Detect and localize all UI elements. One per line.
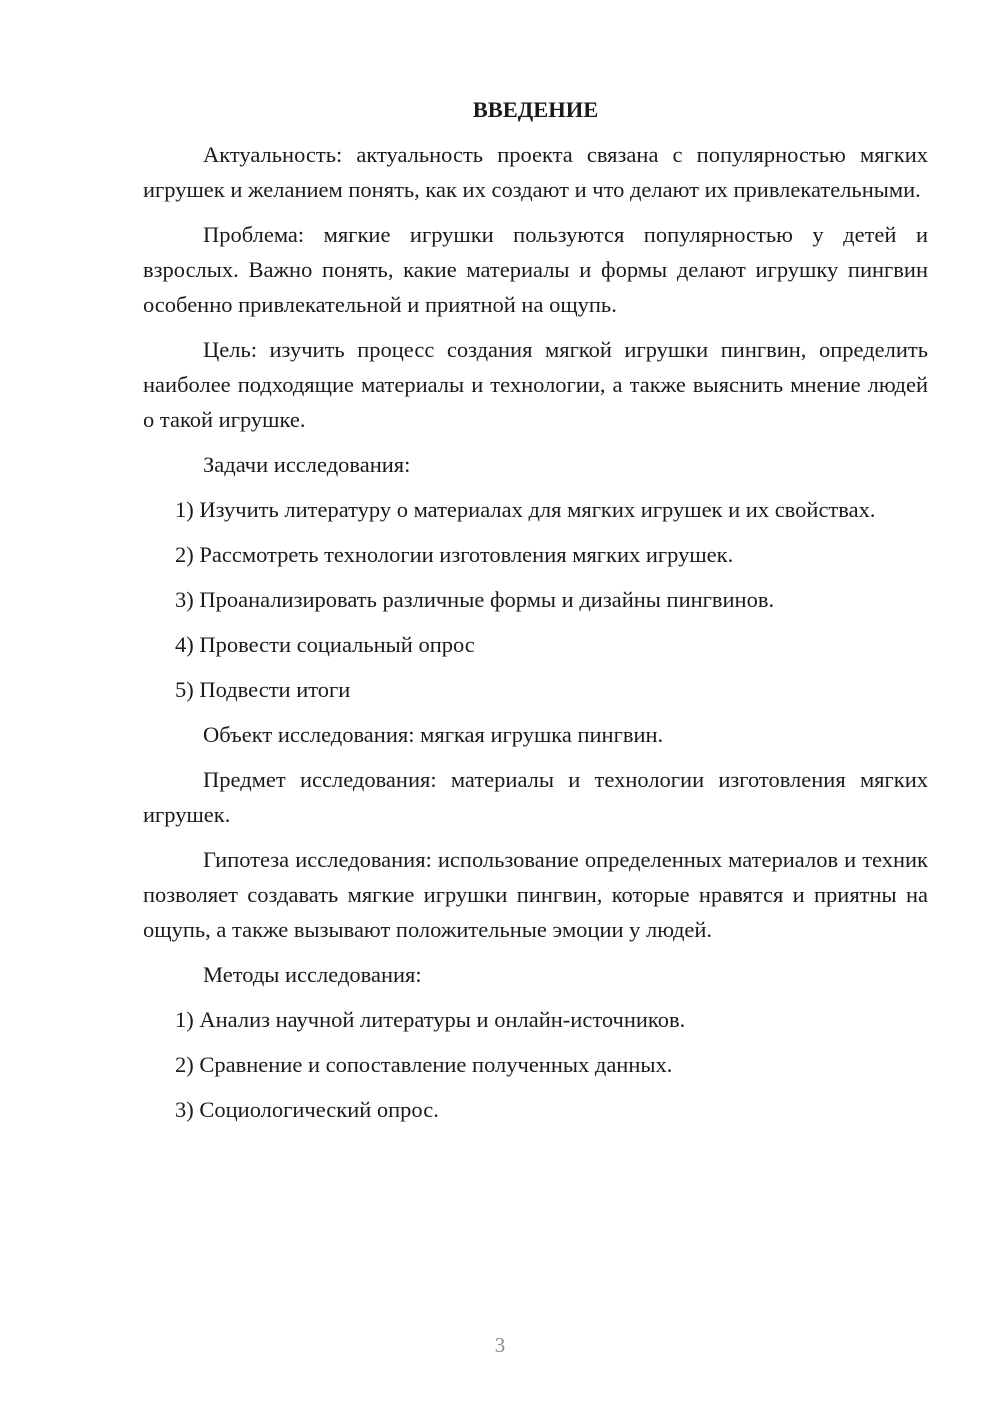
task-item: 2) Рассмотреть технологии изготовления мягких игрушек. xyxy=(175,542,734,567)
method-item: 2) Сравнение и сопоставление полученных данных. xyxy=(175,1052,673,1077)
task-item: 1) Изучить литературу о материалах для мягких игрушек и их свойствах. xyxy=(175,497,876,522)
task-item: 5) Подвести итоги xyxy=(175,677,351,702)
object-paragraph: Объект исследования: мягкая игрушка пингвин. xyxy=(203,722,664,747)
method-item: 1) Анализ научной литературы и онлайн-источников. xyxy=(175,1007,686,1032)
document-page xyxy=(143,92,928,1137)
tasks-heading: Задачи исследования: xyxy=(203,452,411,477)
task-item: 3) Проанализировать различные формы и дизайны пингвинов. xyxy=(175,587,775,612)
goal-paragraph: Цель: изучить процесс создания мягкой игрушки пингвин, определить наиболее подходящие материалы и технологии, а также выяснить мнение людей о такой игрушке. xyxy=(143,337,928,432)
page-number: 3 xyxy=(494,1333,506,1357)
method-item: 3) Социологический опрос. xyxy=(175,1097,439,1122)
section-title: ВВЕДЕНИЕ xyxy=(472,97,599,122)
task-item: 4) Провести социальный опрос xyxy=(175,632,475,657)
subject-paragraph: Предмет исследования: материалы и технологии изготовления мягких игрушек. xyxy=(143,767,928,827)
problem-paragraph: Проблема: мягкие игрушки пользуются популярностью у детей и взрослых. Важно понять, какие материалы и формы делают игрушку пингвин особенно привлекательной и приятной на ощупь. xyxy=(143,222,928,317)
hypothesis-paragraph: Гипотеза исследования: использование определенных материалов и техник позволяет создавать мягкие игрушки пингвин, которые нравятся и приятны на ощупь, а также вызывают положительные эмоции у людей. xyxy=(143,847,928,942)
methods-heading: Методы исследования: xyxy=(203,962,422,987)
relevance-paragraph: Актуальность: актуальность проекта связана с популярностью мягких игрушек и желанием понять, как их создают и что делают их привлекательными. xyxy=(143,142,928,202)
